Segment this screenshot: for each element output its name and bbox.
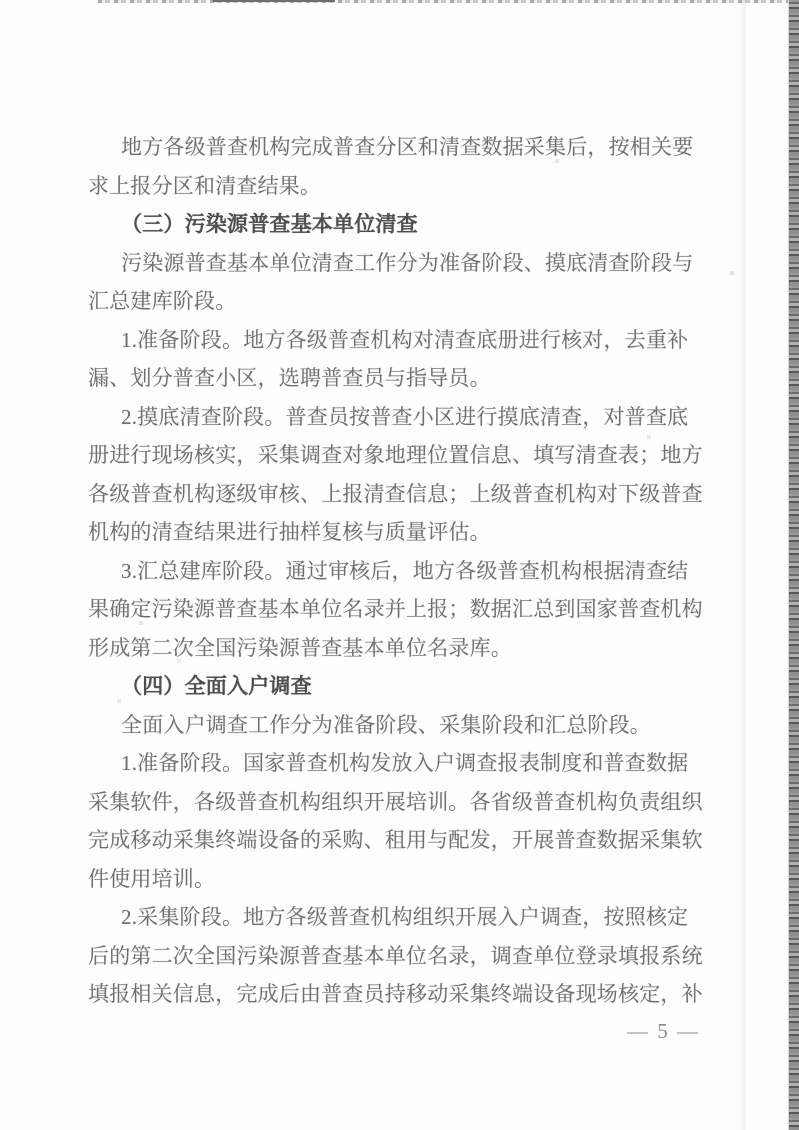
paragraph-line: 地方各级普查机构完成普查分区和清查数据采集后，按相关要 [121, 135, 694, 159]
paragraph-line: 2.采集阶段。地方各级普查机构组织开展入户调查，按照核定 [121, 905, 689, 929]
paragraph-line: 漏、划分普查小区，选聘普查员与指导员。 [88, 366, 491, 390]
scan-edge-artifact-right [788, 0, 799, 1130]
heading-line: （四）全面入户调查 [121, 674, 312, 698]
document-body [88, 128, 728, 1014]
paragraph-line: 各级普查机构逐级审核、上报清查信息；上级普查机构对下级普查 [88, 481, 703, 506]
paragraph-line: 污染源普查基本单位清查工作分为准备阶段、摸底清查阶段与 [121, 250, 694, 275]
scan-edge-artifact-top [98, 0, 799, 3]
heading-line: （三）污染源普查基本单位清查 [121, 212, 418, 236]
paragraph-line: 后的第二次全国污染源普查基本单位名录，调查单位登录填报系统 [88, 943, 703, 968]
paragraph-line: 求上报分区和清查结果。 [88, 173, 322, 198]
paragraph-line: 果确定污染源普查基本单位名录并上报；数据汇总到国家普查机构 [88, 597, 703, 621]
page-number: — 5 — [627, 1019, 700, 1043]
paragraph-line: 采集软件，各级普查机构组织开展培训。各省级普查机构负责组织 [88, 789, 703, 814]
paragraph-line: 册进行现场核实，采集调查对象地理位置信息、填写清查表；地方 [88, 443, 703, 467]
paragraph-line: 1.准备阶段。地方各级普查机构对清查底册进行核对，去重补 [121, 327, 689, 352]
paragraph-line: 形成第二次全国污染源普查基本单位名录库。 [88, 635, 512, 660]
paragraph-line: 件使用培训。 [88, 866, 216, 891]
paragraph-line: 全面入户调查工作分为准备阶段、采集阶段和汇总阶段。 [121, 712, 651, 737]
paragraph-line: 完成移动采集终端设备的采购、租用与配发，开展普查数据采集软 [88, 828, 703, 852]
paragraph-line: 填报相关信息，完成后由普查员持移动采集终端设备现场核定，补 [88, 982, 703, 1006]
paragraph-line: 3.汇总建库阶段。通过审核后，地方各级普查机构根据清查结 [121, 558, 689, 583]
paragraph-line: 2.摸底清查阶段。普查员按普查小区进行摸底清查，对普查底 [121, 404, 689, 429]
paragraph-line: 汇总建库阶段。 [88, 289, 237, 313]
paragraph-line: 1.准备阶段。国家普查机构发放入户调查报表制度和普查数据 [121, 751, 689, 775]
scan-edge-artifact-top-dark [213, 0, 335, 2]
paragraph-line: 机构的清查结果进行抽样复核与质量评估。 [88, 520, 491, 544]
scan-noise-specks [0, 0, 2, 2]
scan-faint-column-artifact [741, 0, 746, 1130]
